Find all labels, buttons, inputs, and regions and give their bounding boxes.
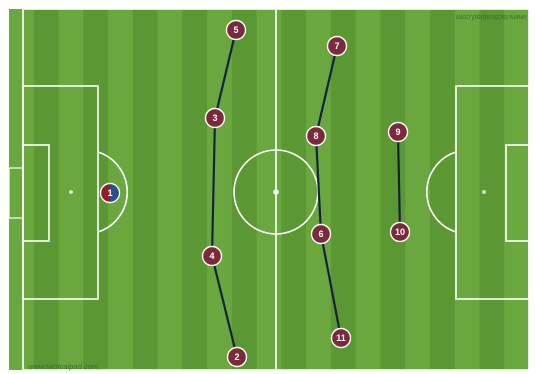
player-number: 11 — [336, 333, 346, 344]
player-6[interactable] — [312, 225, 331, 244]
player-10[interactable] — [391, 223, 410, 242]
player-number: 3 — [212, 113, 218, 124]
player-2[interactable] — [228, 348, 247, 367]
player-8[interactable] — [307, 127, 326, 146]
watermark-bottom: www.tacticalpad.com — [28, 362, 99, 371]
grass-stripe — [281, 9, 306, 370]
player-number: 1 — [107, 188, 113, 199]
player-number: 7 — [334, 41, 340, 52]
player-5[interactable] — [227, 21, 246, 40]
grass-stripe — [331, 9, 356, 370]
watermark-top: www.tacticalpad.com — [455, 13, 527, 22]
grass-stripe — [479, 9, 504, 370]
grass-stripe — [182, 9, 207, 370]
grass-stripe — [34, 9, 59, 370]
player-number: 9 — [395, 127, 401, 138]
player-number: 4 — [209, 251, 215, 262]
left-penalty-spot — [69, 190, 73, 194]
player-1[interactable] — [101, 184, 120, 203]
player-7[interactable] — [328, 37, 347, 56]
player-number: 2 — [234, 352, 240, 363]
player-4[interactable] — [203, 247, 222, 266]
grass-stripe — [133, 9, 158, 370]
player-9[interactable] — [389, 123, 408, 142]
centre-spot — [273, 189, 279, 195]
grass-stripe — [232, 9, 257, 370]
pitch-stripes — [9, 9, 529, 370]
grass-stripe — [380, 9, 405, 370]
player-11[interactable] — [332, 329, 351, 348]
right-penalty-spot — [482, 190, 486, 194]
grass-stripe — [430, 9, 455, 370]
player-number: 8 — [313, 131, 319, 142]
player-number: 5 — [233, 25, 239, 36]
player-number: 6 — [318, 229, 324, 240]
player-number: 10 — [394, 227, 406, 238]
player-3[interactable] — [206, 109, 225, 128]
